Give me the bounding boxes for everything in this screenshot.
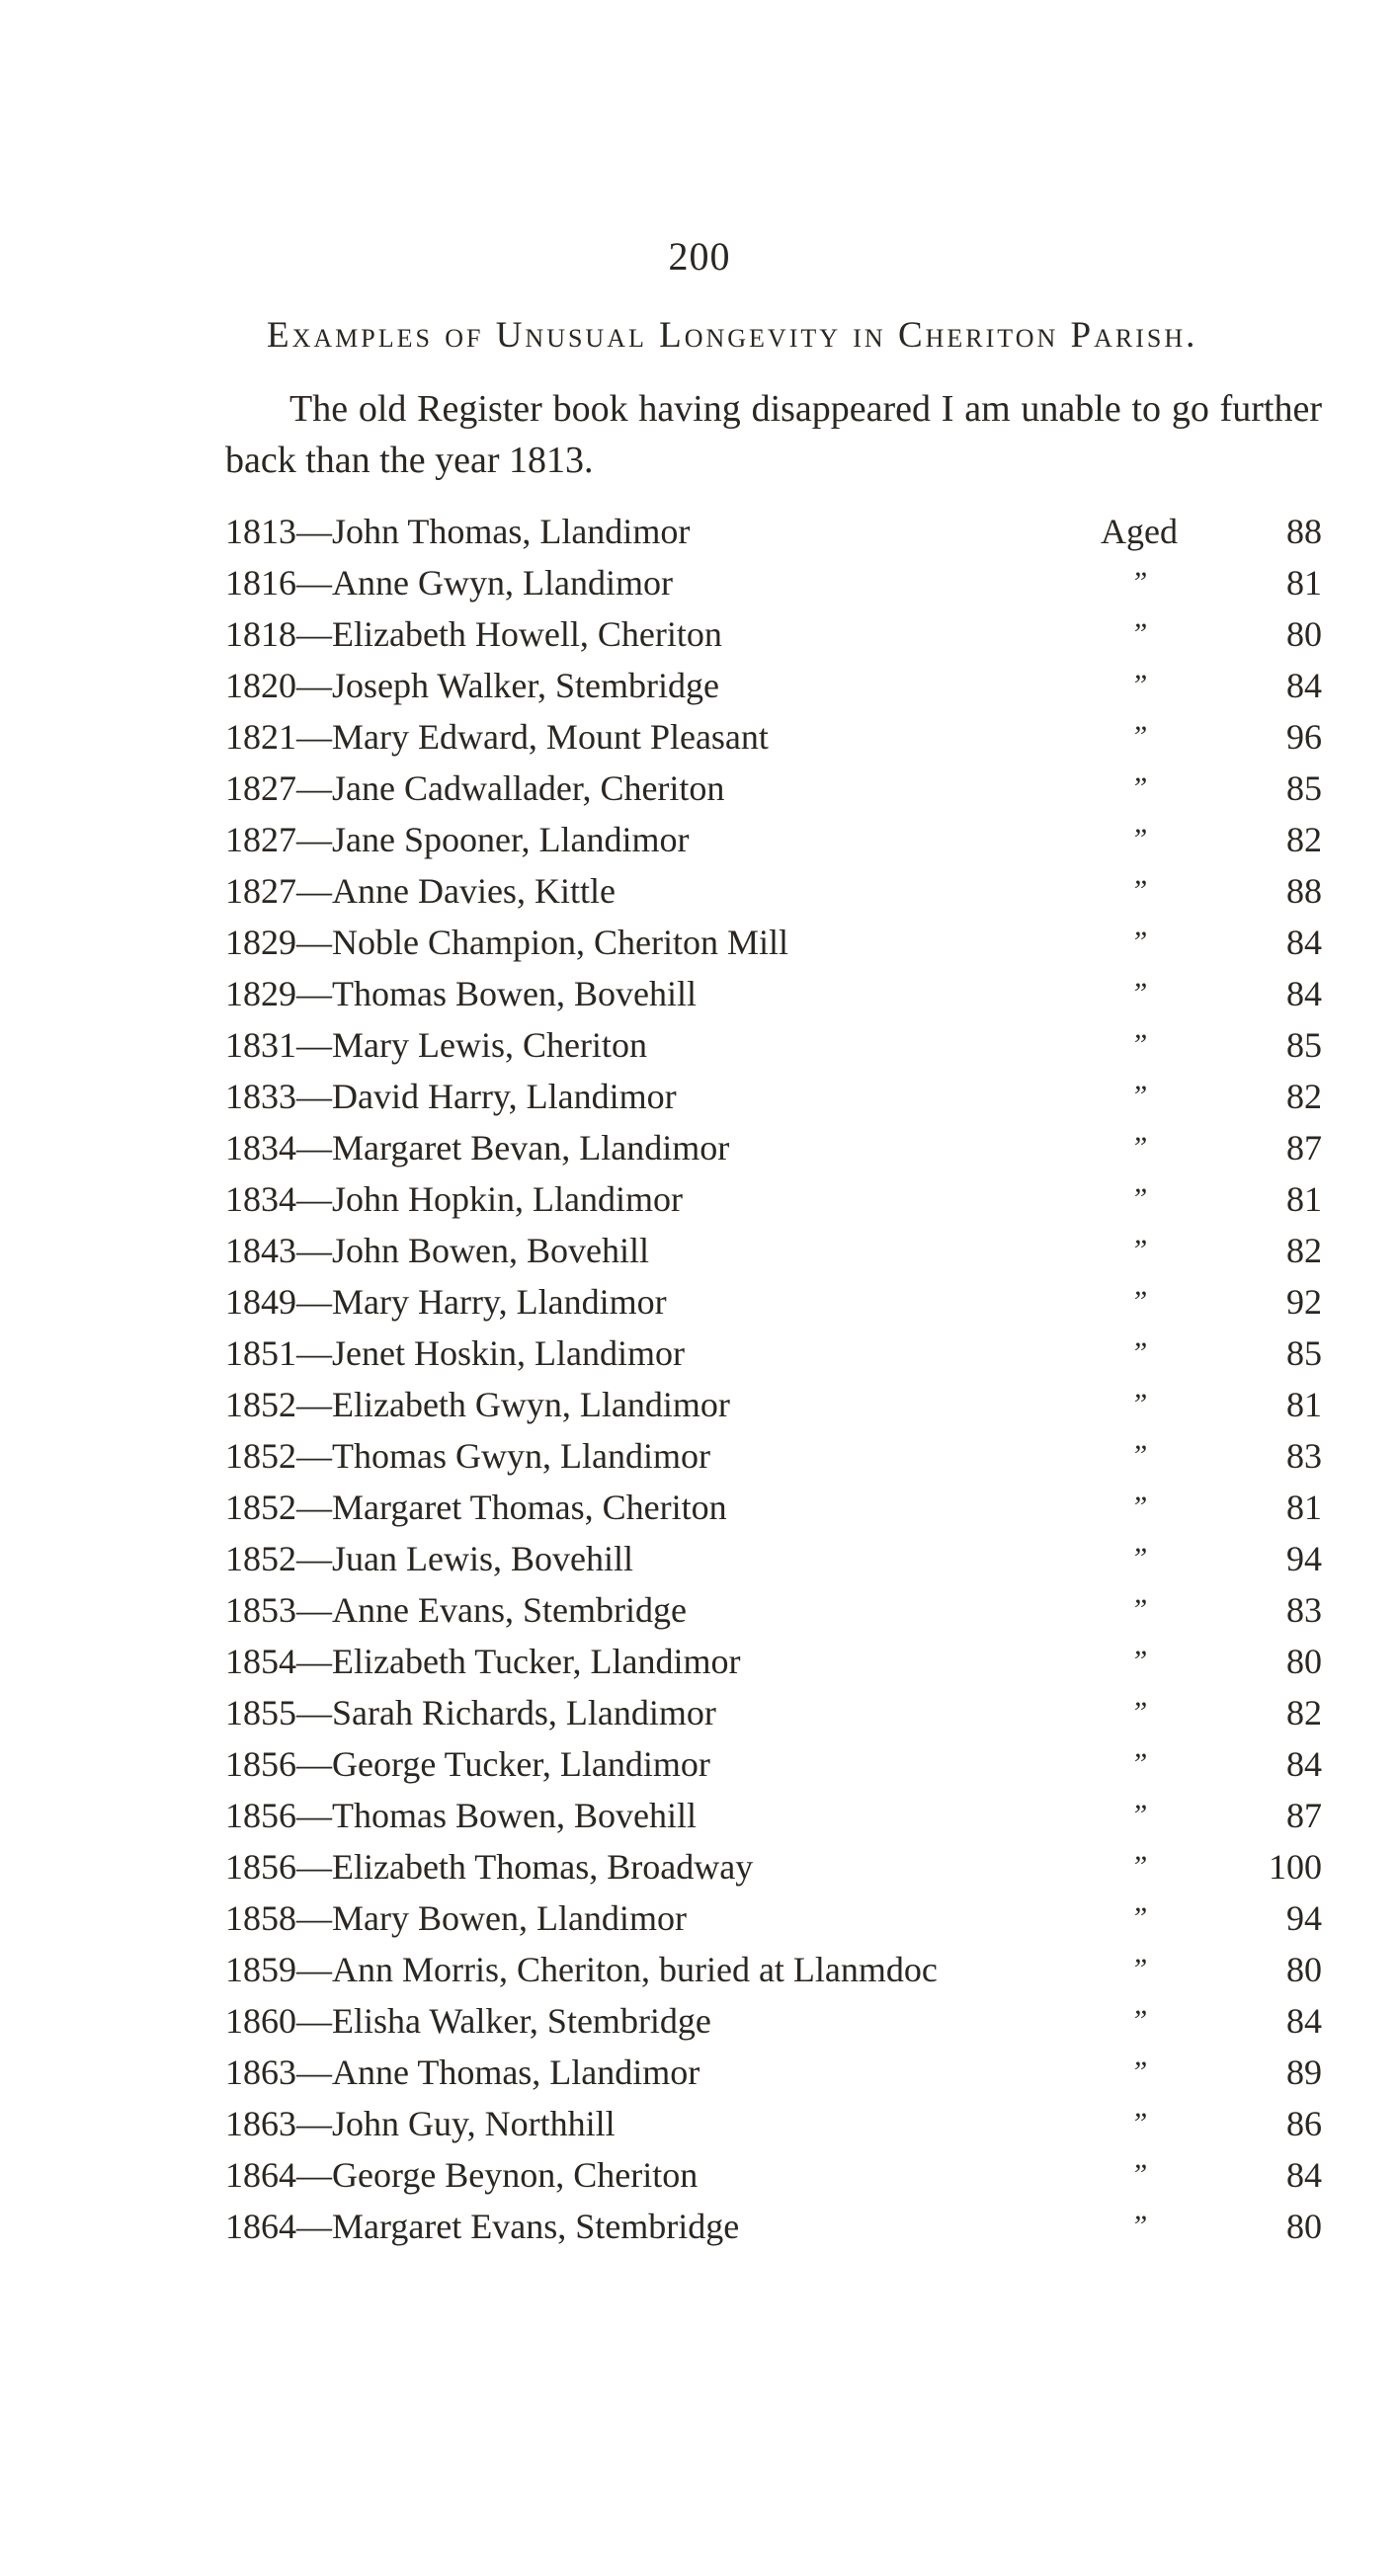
entry-age: 84 <box>1286 2001 1322 2041</box>
list-item <box>225 1738 1322 1790</box>
ditto-mark: ” <box>1130 1747 1148 1780</box>
ditto-mark: ” <box>1130 1388 1148 1420</box>
list-item <box>225 1995 1322 2047</box>
entry-text: 1858—Mary Bowen, Llandimor <box>225 1898 687 1938</box>
ditto-mark: ” <box>1130 926 1148 958</box>
entry-text: 1820—Joseph Walker, Stembridge <box>225 666 719 705</box>
entry-age: 84 <box>1286 974 1322 1013</box>
ditto-mark: ” <box>1130 1953 1148 1985</box>
page-number: 200 <box>668 234 731 279</box>
ditto-mark: ” <box>1130 1593 1148 1626</box>
ditto-mark: ” <box>1130 566 1148 599</box>
entry-text: 1851—Jenet Hoskin, Llandimor <box>225 1333 685 1373</box>
entry-age: 94 <box>1286 1898 1322 1938</box>
entry-age: 85 <box>1286 1333 1322 1373</box>
list-item <box>225 1790 1322 1841</box>
ditto-mark: ” <box>1130 1439 1148 1472</box>
list-item <box>225 1276 1322 1328</box>
entry-age: 82 <box>1286 1231 1322 1270</box>
list-item <box>225 1379 1322 1430</box>
list-item <box>225 917 1322 968</box>
ditto-mark: ” <box>1130 617 1148 650</box>
intro-paragraph: The old Register book having disappeared I am unable to go further back than the year 1813. <box>225 388 1322 481</box>
entry-text: 1856—Elizabeth Thomas, Broadway <box>225 1847 754 1887</box>
entry-text: 1864—Margaret Evans, Stembridge <box>225 2207 740 2246</box>
ditto-mark: ” <box>1130 2055 1148 2088</box>
entry-age: 86 <box>1286 2104 1322 2143</box>
list-item <box>225 1841 1322 1892</box>
entry-text: 1864—George Beynon, Cheriton <box>225 2155 699 2195</box>
ditto-mark: ” <box>1130 1850 1148 1883</box>
entry-text: 1852—Elizabeth Gwyn, Llandimor <box>225 1385 730 1424</box>
list-item <box>225 763 1322 814</box>
list-item <box>225 1584 1322 1636</box>
list-item <box>225 1019 1322 1071</box>
list-item <box>225 1533 1322 1584</box>
ditto-mark: ” <box>1130 2158 1148 2191</box>
list-item <box>225 1225 1322 1276</box>
entry-text: 1831—Mary Lewis, Cheriton <box>225 1025 647 1065</box>
entry-age: 89 <box>1286 2053 1322 2092</box>
ditto-mark: ” <box>1130 1336 1148 1369</box>
entry-age: 84 <box>1286 1744 1322 1784</box>
entry-text: 1827—Anne Davies, Kittle <box>225 871 616 911</box>
ditto-mark: ” <box>1130 1490 1148 1523</box>
entry-age: 80 <box>1286 1642 1322 1681</box>
list-item <box>225 1071 1322 1122</box>
entry-text: 1854—Elizabeth Tucker, Llandimor <box>225 1642 741 1681</box>
entry-age: 81 <box>1286 563 1322 603</box>
entry-age: 84 <box>1286 2155 1322 2195</box>
entry-age: 80 <box>1286 1950 1322 1989</box>
entry-text: 1852—Thomas Gwyn, Llandimor <box>225 1436 710 1476</box>
list-item <box>225 1687 1322 1738</box>
ditto-mark: ” <box>1130 1028 1148 1061</box>
entry-text: 1856—George Tucker, Llandimor <box>225 1744 710 1784</box>
entry-text: 1829—Noble Champion, Cheriton Mill <box>225 923 788 962</box>
list-item <box>225 506 1322 557</box>
ditto-mark: ” <box>1130 771 1148 804</box>
entry-text: 1852—Margaret Thomas, Cheriton <box>225 1488 727 1527</box>
entry-age: 88 <box>1286 512 1322 551</box>
entry-age: 84 <box>1286 923 1322 962</box>
list-item <box>225 1122 1322 1173</box>
entry-text: 1829—Thomas Bowen, Bovehill <box>225 974 697 1013</box>
entry-text: 1852—Juan Lewis, Bovehill <box>225 1539 633 1578</box>
list-item <box>225 557 1322 608</box>
entry-text: 1860—Elisha Walker, Stembridge <box>225 2001 711 2041</box>
entry-text: 1827—Jane Spooner, Llandimor <box>225 820 690 859</box>
entry-age: 92 <box>1286 1282 1322 1322</box>
entry-age: 83 <box>1286 1436 1322 1476</box>
list-item <box>225 660 1322 711</box>
ditto-mark: ” <box>1130 1131 1148 1164</box>
ditto-mark: ” <box>1130 2210 1148 2242</box>
entry-text: 1853—Anne Evans, Stembridge <box>225 1590 687 1630</box>
entry-text: 1834—John Hopkin, Llandimor <box>225 1179 683 1219</box>
entry-text: 1816—Anne Gwyn, Llandimor <box>225 563 673 603</box>
entry-text: 1849—Mary Harry, Llandimor <box>225 1282 667 1322</box>
ditto-mark: ” <box>1130 2107 1148 2139</box>
entry-text: 1834—Margaret Bevan, Llandimor <box>225 1128 730 1167</box>
entry-age: 96 <box>1286 717 1322 757</box>
entry-age: 84 <box>1286 666 1322 705</box>
section-title: Examples of Unusual Longevity in Cheriton Parish. <box>267 315 1198 356</box>
list-item <box>225 1173 1322 1225</box>
ditto-mark: ” <box>1130 2004 1148 2037</box>
list-item <box>225 2047 1322 2098</box>
entry-age: 81 <box>1286 1488 1322 1527</box>
entry-age: 80 <box>1286 614 1322 654</box>
entry-text: 1827—Jane Cadwallader, Cheriton <box>225 768 725 808</box>
entry-text: 1855—Sarah Richards, Llandimor <box>225 1693 716 1732</box>
entry-age: 94 <box>1286 1539 1322 1578</box>
list-item <box>225 608 1322 660</box>
list-item <box>225 2098 1322 2149</box>
list-item <box>225 814 1322 865</box>
ditto-mark: ” <box>1130 874 1148 907</box>
ditto-mark: ” <box>1130 1542 1148 1574</box>
longevity-list <box>225 506 1322 2252</box>
list-item <box>225 968 1322 1019</box>
ditto-mark: ” <box>1130 1234 1148 1266</box>
ditto-mark: ” <box>1130 1696 1148 1729</box>
entry-age: 85 <box>1286 1025 1322 1065</box>
entry-age: 80 <box>1286 2207 1322 2246</box>
entry-age: 87 <box>1286 1796 1322 1835</box>
list-item <box>225 2149 1322 2201</box>
ditto-mark: ” <box>1130 823 1148 855</box>
list-item <box>225 1328 1322 1379</box>
entry-text: 1821—Mary Edward, Mount Pleasant <box>225 717 769 757</box>
ditto-mark: ” <box>1130 1645 1148 1677</box>
ditto-mark: ” <box>1130 1901 1148 1934</box>
list-item <box>225 2201 1322 2252</box>
entry-text: 1863—Anne Thomas, Llandimor <box>225 2053 700 2092</box>
entry-text: 1843—John Bowen, Bovehill <box>225 1231 649 1270</box>
entry-age: 81 <box>1286 1385 1322 1424</box>
entry-text: 1856—Thomas Bowen, Bovehill <box>225 1796 697 1835</box>
entry-age: 83 <box>1286 1590 1322 1630</box>
entry-text: 1863—John Guy, Northhill <box>225 2104 616 2143</box>
ditto-mark: ” <box>1130 1080 1148 1112</box>
list-item <box>225 1636 1322 1687</box>
entry-age: 88 <box>1286 871 1322 911</box>
ditto-mark: ” <box>1130 720 1148 753</box>
entry-age: 82 <box>1286 1077 1322 1116</box>
entry-text: 1818—Elizabeth Howell, Cheriton <box>225 614 722 654</box>
entry-text: 1833—David Harry, Llandimor <box>225 1077 677 1116</box>
entry-text: 1859—Ann Morris, Cheriton, buried at Llanmdoc <box>225 1950 938 1989</box>
list-item <box>225 865 1322 917</box>
entry-age: 82 <box>1286 820 1322 859</box>
ditto-mark: ” <box>1130 1182 1148 1215</box>
entry-age: 81 <box>1286 1179 1322 1219</box>
list-item <box>225 1944 1322 1995</box>
entry-age: 100 <box>1269 1847 1322 1887</box>
ditto-mark: ” <box>1130 1285 1148 1318</box>
entry-age: 85 <box>1286 768 1322 808</box>
list-item <box>225 1892 1322 1944</box>
list-item <box>225 1482 1322 1533</box>
entry-age: 82 <box>1286 1693 1322 1732</box>
entry-age: 87 <box>1286 1128 1322 1167</box>
list-item <box>225 1430 1322 1482</box>
entry-text: 1813—John Thomas, Llandimor <box>225 512 691 551</box>
aged-label: Aged <box>1101 512 1178 551</box>
ditto-mark: ” <box>1130 977 1148 1009</box>
ditto-mark: ” <box>1130 1799 1148 1831</box>
ditto-mark: ” <box>1130 669 1148 701</box>
list-item <box>225 711 1322 763</box>
